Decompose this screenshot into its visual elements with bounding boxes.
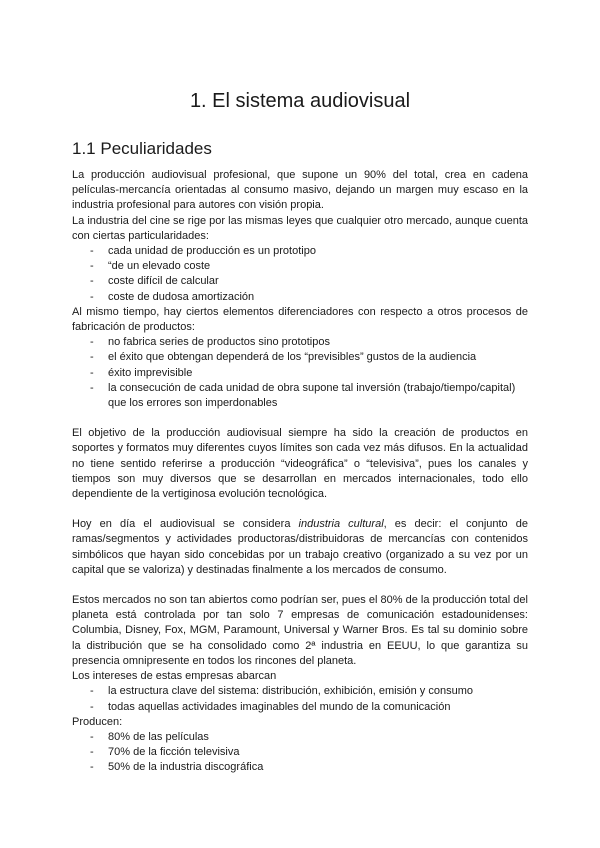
spacer [72,411,528,426]
paragraph-industry: La industria del cine se rige por las mismas leyes que cualquier otro mercado, aunque cuenta con ciertas particularidades: [72,214,528,242]
text-run: Hoy en día el audiovisual se considera [72,518,299,531]
page-title: 1. El sistema audiovisual [189,90,411,112]
list-item: - 50% de la industria discográfica [108,760,528,775]
paragraph-interests: Los intereses de estas empresas abarcan [72,670,277,683]
section-heading: 1.1 Peculiaridades [72,139,212,158]
paragraph-cultural-industry [72,517,528,578]
spacer [72,578,528,593]
production-list [72,730,528,776]
differentiators-list [72,335,528,411]
emphasis-text: industria cultural [298,518,384,531]
list-item: - éxito imprevisible [108,366,528,381]
paragraph-differentiators: Al mismo tiempo, hay ciertos elementos diferenciadores con respecto a otros procesos de fabricación de productos: [72,305,528,334]
list-item: - “de un elevado coste [108,259,528,274]
list-item: - coste difícil de calcular [108,274,528,289]
list-item: - 80% de las películas [108,730,528,745]
list-item: - todas aquellas actividades imaginables del mundo de la comunicación [108,700,528,715]
spacer [72,502,528,517]
list-item: - 70% de la ficción televisiva [108,745,528,760]
paragraph-intro: La producción audiovisual profesional, que supone un 90% del total, crea en cadena películas-mercancía orientadas al consumo masivo, dejando un margen muy escaso en la industria profesional para autores con visión propia. [72,169,528,212]
list-item: - la estructura clave del sistema: distribución, exhibición, emisión y consumo [108,684,528,699]
list-item: - no fabrica series de productos sino prototipos [108,335,528,350]
list-item: - la consecución de cada unidad de obra supone tal inversión (trabajo/tiempo/capital) que los errores son imperdonables [108,381,528,411]
paragraph-produce: Producen: [72,715,123,728]
list-item: - el éxito que obtengan dependerá de los “previsibles” gustos de la audiencia [108,350,528,365]
paragraph-objective: El objetivo de la producción audiovisual siempre ha sido la creación de productos en soportes y formatos muy diferentes cuyos límites son cada vez más difusos. En la actualidad no tiene sentido referirse a producción “videográfica” o “televisiva”, pues los canales y tiempos son muy diversos que se desarrollan en mercados internacionales, todo ello dependiente de la vertiginosa evolución tecnológica. [72,427,528,501]
paragraph-markets: Estos mercados no son tan abiertos como podrían ser, pues el 80% de la producción total del planeta está controlada por tan solo 7 empresas de comunicación estadounidenses: Columbia, Disney, Fox, MGM, Paramount, Universal y Warner Bros. Es tal su dominio sobre la distribución que se ha consolidado como 2ª industria en EEUU, lo que garantiza su presencia omnipresente en todos los rincones del planeta. [72,594,528,667]
text-run: , es decir: el conjunto de ramas/segmentos y actividades productoras/distribuidoras de mercancías con contenidos simbólicos que hayan sido concebidas por un trabajo creativo (organizado a su vez por un capital que se valoriza) y destinadas finalmente a los mercados de consumo. [72,518,528,576]
interests-list [72,684,528,714]
list-item: - cada unidad de producción es un prototipo [108,244,528,259]
list-item: - coste de dudosa amortización [108,290,528,305]
particularities-list [72,244,528,305]
